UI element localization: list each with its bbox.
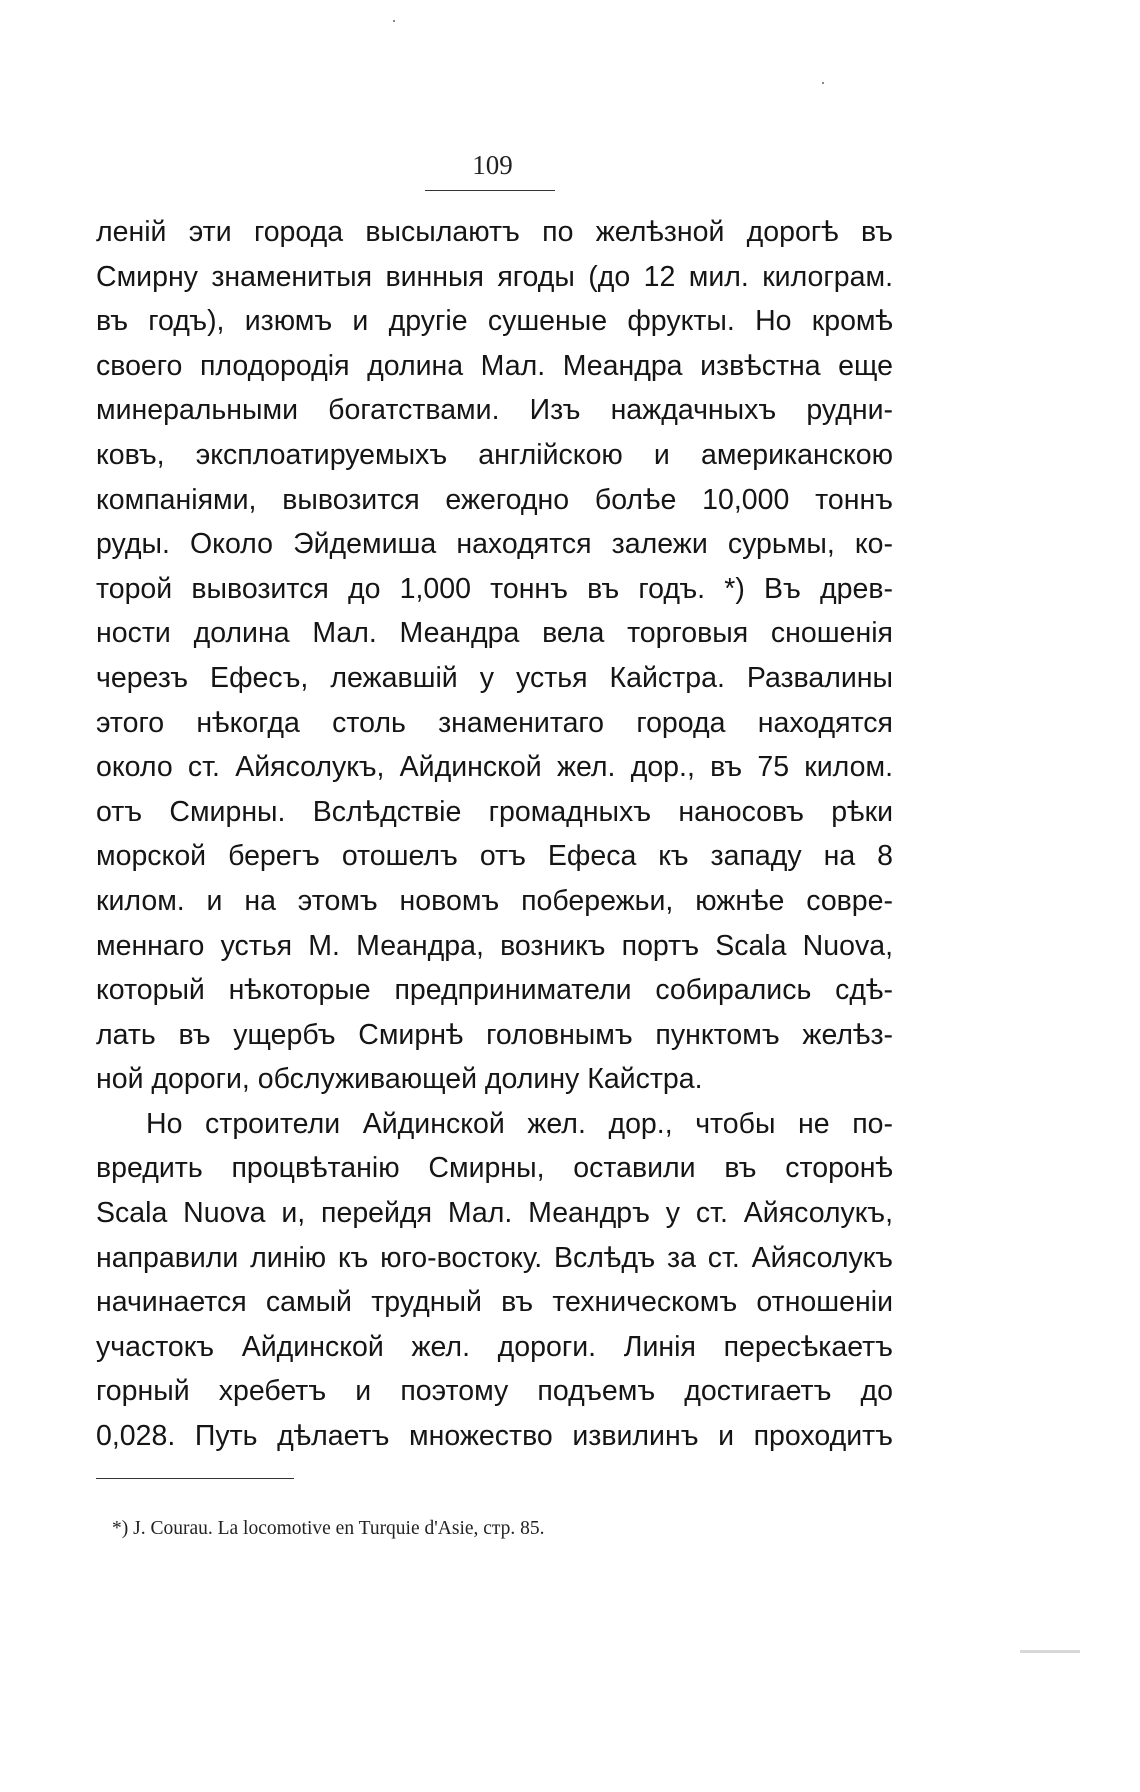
footnote: *) J. Courau. La locomotive en Turquie d'Asie, стр. 85. (112, 1518, 545, 1539)
text-line: участокъ Айдинской жел. дороги. Линія пересѣкаетъ (96, 1330, 893, 1363)
text-line: который нѣкоторые предприниматели собирались сдѣ- (96, 974, 893, 1007)
text-line: направили линію къ юго-востоку. Вслѣдъ за ст. Айясолукъ (96, 1241, 893, 1274)
text-line: лать въ ущербъ Смирнѣ головнымъ пунктомъ желѣз- (96, 1018, 893, 1051)
text-line: начинается самый трудный въ техническомъ отношеніи (96, 1286, 893, 1319)
text-line: компаніями, вывозится ежегодно болѣе 10,000 тоннъ (96, 483, 893, 516)
text-line: отъ Смирны. Вслѣдствіе громадныхъ наносовъ рѣки (96, 795, 893, 828)
text-line: горный хребетъ и поэтому подъемъ достигаетъ до (96, 1375, 893, 1408)
text-line: въ годъ), изюмъ и другіе сушеные фрукты. Но кромѣ (96, 305, 893, 338)
footnote-rule (96, 1478, 294, 1479)
text-line: около ст. Айясолукъ, Айдинской жел. дор., въ 75 килом. (96, 751, 893, 784)
text-line: морской берегъ отошелъ отъ Ефеса къ западу на 8 (96, 840, 893, 873)
text-line: леній эти города высылаютъ по желѣзной дорогѣ въ (96, 216, 893, 248)
text-line: минеральными богатствами. Изъ наждачныхъ рудни- (96, 394, 893, 427)
scan-edge-shadow (1020, 1650, 1080, 1653)
paragraph-start-line: Но строители Айдинской жел. дор., чтобы не по- (146, 1107, 893, 1140)
text-line: ности долина Мал. Меандра вела торговыя сношенія (96, 617, 893, 650)
text-line: этого нѣкогда столь знаменитаго города находятся (96, 706, 893, 739)
page-number-rule (425, 190, 555, 191)
text-line: своего плодородія долина Мал. Меандра извѣстна еще (96, 349, 893, 382)
text-line: руды. Около Эйдемиша находятся залежи сурьмы, ко- (96, 528, 893, 561)
text-line: вредить процвѣтанію Смирны, оставили въ сторонѣ (96, 1152, 893, 1185)
text-line: килом. и на этомъ новомъ побережьи, южнѣе совре- (96, 884, 893, 917)
scan-speck (393, 20, 395, 22)
text-line: Смирну знаменитыя винныя ягоды (до 12 мил. килограм. (96, 260, 893, 293)
text-line: ковъ, эксплоатируемыхъ англійскою и американскою (96, 438, 893, 471)
text-line: ной дороги, обслуживающей долину Кайстра. (96, 1063, 703, 1096)
body-text (96, 210, 893, 1459)
text-line: Scala Nuova и, перейдя Мал. Меандръ у ст. Айясолукъ, (96, 1197, 893, 1230)
text-line: торой вывозится до 1,000 тоннъ въ годъ. *) Въ древ- (96, 572, 893, 605)
text-line: меннаго устья М. Меандра, возникъ портъ Scala Nuova, (96, 929, 893, 962)
scan-speck (822, 82, 824, 84)
text-line: 0,028. Путь дѣлаетъ множество извилинъ и проходитъ (96, 1420, 893, 1453)
page-number: 109 (472, 150, 513, 180)
text-line: черезъ Ефесъ, лежавшій у устья Кайстра. Развалины (96, 661, 893, 694)
